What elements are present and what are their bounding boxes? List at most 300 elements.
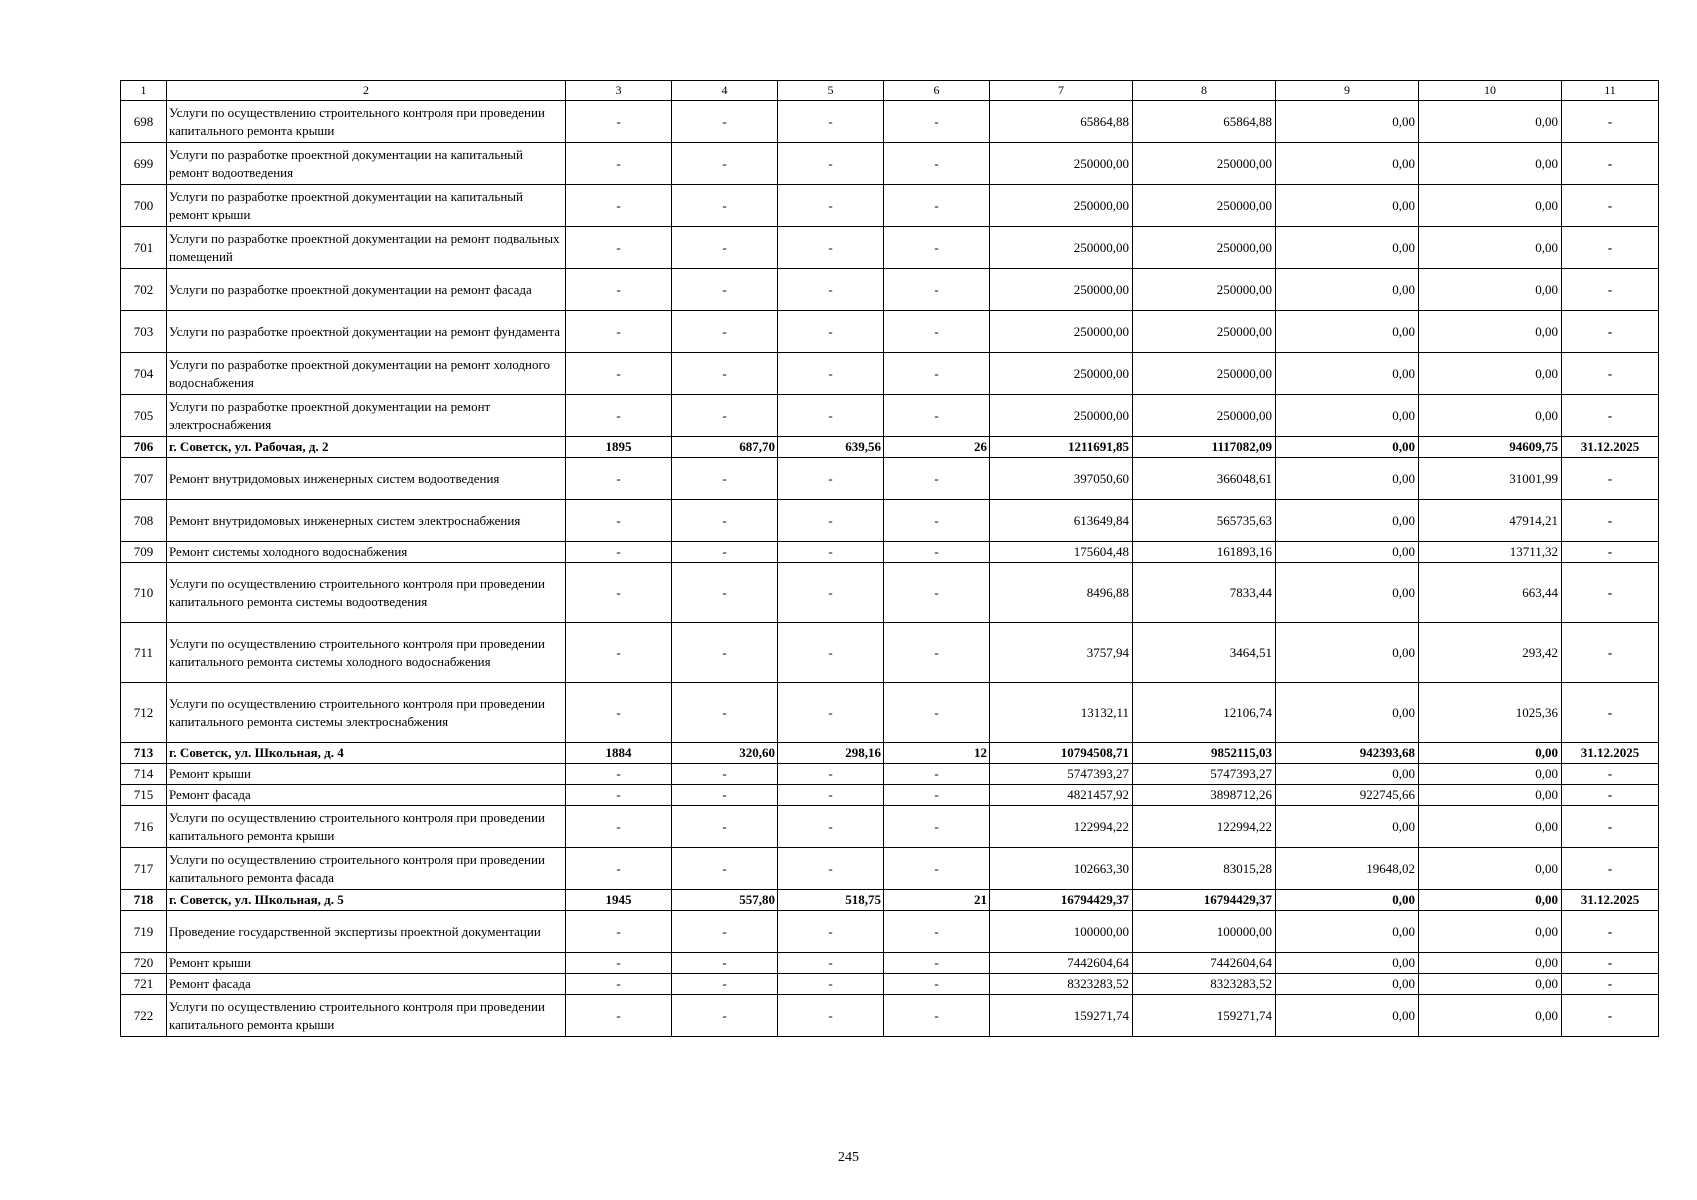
col4-cell: - [672, 806, 778, 848]
col5-cell: - [778, 785, 884, 806]
col8-value-cell: 3464,51 [1133, 623, 1276, 683]
col4-cell: - [672, 764, 778, 785]
table-row [121, 848, 1659, 890]
header-cell-6: 6 [884, 81, 990, 101]
col7-value-cell: 397050,60 [990, 458, 1133, 500]
col9-value-cell: 0,00 [1276, 764, 1419, 785]
col3-cell: - [566, 911, 672, 953]
col7-value-cell: 250000,00 [990, 143, 1133, 185]
col6-cell: - [884, 785, 990, 806]
col8-value-cell: 100000,00 [1133, 911, 1276, 953]
col4-cell: - [672, 995, 778, 1037]
work-name-cell: Услуги по разработке проектной документации на ремонт электроснабжения [167, 395, 566, 437]
row-number-cell: 710 [121, 563, 167, 623]
table-row [121, 395, 1659, 437]
col7-value-cell: 10794508,71 [990, 743, 1133, 764]
work-name-cell: Услуги по разработке проектной документации на ремонт фасада [167, 269, 566, 311]
col9-value-cell: 0,00 [1276, 563, 1419, 623]
col11-cell: - [1562, 311, 1659, 353]
col9-value-cell: 0,00 [1276, 806, 1419, 848]
col7-value-cell: 100000,00 [990, 911, 1133, 953]
work-name-cell: Услуги по разработке проектной документации на ремонт фундамента [167, 311, 566, 353]
col3-cell: - [566, 623, 672, 683]
col6-cell: - [884, 974, 990, 995]
col9-value-cell: 19648,02 [1276, 848, 1419, 890]
row-number-cell: 709 [121, 542, 167, 563]
col10-value-cell: 94609,75 [1419, 437, 1562, 458]
work-name-cell: Ремонт фасада [167, 974, 566, 995]
col6-cell: - [884, 623, 990, 683]
col3-cell: - [566, 269, 672, 311]
col9-value-cell: 0,00 [1276, 995, 1419, 1037]
row-number-cell: 715 [121, 785, 167, 806]
work-name-cell: Услуги по осуществлению строительного контроля при проведении капитального ремонта системы электроснабжения [167, 683, 566, 743]
col6-cell: - [884, 995, 990, 1037]
col6-cell: - [884, 353, 990, 395]
col3-cell: - [566, 806, 672, 848]
col8-value-cell: 250000,00 [1133, 227, 1276, 269]
row-number-cell: 706 [121, 437, 167, 458]
col4-cell: - [672, 563, 778, 623]
col10-value-cell: 0,00 [1419, 848, 1562, 890]
col6-cell: - [884, 953, 990, 974]
col5-cell: - [778, 563, 884, 623]
work-name-cell: Услуги по осуществлению строительного контроля при проведении капитального ремонта фасада [167, 848, 566, 890]
col4-cell: 320,60 [672, 743, 778, 764]
col5-cell: - [778, 764, 884, 785]
col10-value-cell: 31001,99 [1419, 458, 1562, 500]
table-row [121, 953, 1659, 974]
work-name-cell: Ремонт системы холодного водоснабжения [167, 542, 566, 563]
col10-value-cell: 663,44 [1419, 563, 1562, 623]
col5-cell: - [778, 227, 884, 269]
col11-cell: - [1562, 563, 1659, 623]
table-row [121, 563, 1659, 623]
col8-value-cell: 250000,00 [1133, 395, 1276, 437]
table-row [121, 995, 1659, 1037]
col5-cell: - [778, 458, 884, 500]
col11-cell: - [1562, 458, 1659, 500]
col3-cell: 1895 [566, 437, 672, 458]
col7-value-cell: 65864,88 [990, 101, 1133, 143]
col7-value-cell: 4821457,92 [990, 785, 1133, 806]
col7-value-cell: 3757,94 [990, 623, 1133, 683]
row-number-cell: 703 [121, 311, 167, 353]
col9-value-cell: 0,00 [1276, 911, 1419, 953]
work-name-cell: Услуги по разработке проектной документации на капитальный ремонт крыши [167, 185, 566, 227]
row-number-cell: 701 [121, 227, 167, 269]
col5-cell: 518,75 [778, 890, 884, 911]
col8-value-cell: 7833,44 [1133, 563, 1276, 623]
col4-cell: - [672, 143, 778, 185]
col10-value-cell: 0,00 [1419, 269, 1562, 311]
table-row [121, 143, 1659, 185]
col11-cell: - [1562, 995, 1659, 1037]
col5-cell: - [778, 974, 884, 995]
col11-cell: - [1562, 395, 1659, 437]
col4-cell: - [672, 974, 778, 995]
header-cell-7: 7 [990, 81, 1133, 101]
header-cell-8: 8 [1133, 81, 1276, 101]
col6-cell: - [884, 185, 990, 227]
col5-cell: - [778, 185, 884, 227]
col9-value-cell: 0,00 [1276, 974, 1419, 995]
col8-value-cell: 8323283,52 [1133, 974, 1276, 995]
col11-cell: - [1562, 269, 1659, 311]
col11-cell: - [1562, 785, 1659, 806]
col3-cell: - [566, 974, 672, 995]
work-name-cell: г. Советск, ул. Школьная, д. 4 [167, 743, 566, 764]
col7-value-cell: 159271,74 [990, 995, 1133, 1037]
col10-value-cell: 0,00 [1419, 764, 1562, 785]
table-row [121, 974, 1659, 995]
col8-value-cell: 250000,00 [1133, 185, 1276, 227]
work-name-cell: Ремонт крыши [167, 764, 566, 785]
work-name-cell: Услуги по разработке проектной документации на капитальный ремонт водоотведения [167, 143, 566, 185]
col9-value-cell: 0,00 [1276, 458, 1419, 500]
col10-value-cell: 0,00 [1419, 143, 1562, 185]
col5-cell: - [778, 395, 884, 437]
col10-value-cell: 0,00 [1419, 395, 1562, 437]
col11-cell: - [1562, 353, 1659, 395]
row-number-cell: 714 [121, 764, 167, 785]
col6-cell: - [884, 563, 990, 623]
col4-cell: - [672, 542, 778, 563]
col4-cell: - [672, 683, 778, 743]
row-number-cell: 719 [121, 911, 167, 953]
col3-cell: - [566, 185, 672, 227]
col5-cell: - [778, 911, 884, 953]
col9-value-cell: 0,00 [1276, 500, 1419, 542]
col9-value-cell: 0,00 [1276, 269, 1419, 311]
col3-cell: - [566, 848, 672, 890]
row-number-cell: 722 [121, 995, 167, 1037]
page-number: 245 [838, 1150, 859, 1165]
col9-value-cell: 0,00 [1276, 890, 1419, 911]
col6-cell: - [884, 101, 990, 143]
work-name-cell: Услуги по разработке проектной документации на ремонт холодного водоснабжения [167, 353, 566, 395]
header-cell-5: 5 [778, 81, 884, 101]
table-row [121, 311, 1659, 353]
col6-cell: 12 [884, 743, 990, 764]
document-table [120, 80, 1659, 1037]
col10-value-cell: 0,00 [1419, 806, 1562, 848]
col5-cell: - [778, 101, 884, 143]
row-number-cell: 704 [121, 353, 167, 395]
col5-cell: - [778, 311, 884, 353]
col4-cell: 687,70 [672, 437, 778, 458]
col7-value-cell: 8323283,52 [990, 974, 1133, 995]
col6-cell: - [884, 542, 990, 563]
col10-value-cell: 0,00 [1419, 785, 1562, 806]
col8-value-cell: 7442604,64 [1133, 953, 1276, 974]
col7-value-cell: 613649,84 [990, 500, 1133, 542]
col6-cell: - [884, 806, 990, 848]
col9-value-cell: 0,00 [1276, 953, 1419, 974]
col5-cell: - [778, 953, 884, 974]
col10-value-cell: 0,00 [1419, 311, 1562, 353]
table-row [121, 683, 1659, 743]
col5-cell: - [778, 542, 884, 563]
col10-value-cell: 0,00 [1419, 911, 1562, 953]
col3-cell: - [566, 143, 672, 185]
col10-value-cell: 0,00 [1419, 185, 1562, 227]
col9-value-cell: 0,00 [1276, 683, 1419, 743]
col11-cell: 31.12.2025 [1562, 437, 1659, 458]
col11-cell: - [1562, 143, 1659, 185]
col3-cell: - [566, 953, 672, 974]
row-number-cell: 720 [121, 953, 167, 974]
col8-value-cell: 122994,22 [1133, 806, 1276, 848]
col4-cell: - [672, 911, 778, 953]
col9-value-cell: 0,00 [1276, 437, 1419, 458]
table-row [121, 458, 1659, 500]
col6-cell: - [884, 500, 990, 542]
col10-value-cell: 0,00 [1419, 101, 1562, 143]
row-number-cell: 721 [121, 974, 167, 995]
work-name-cell: Ремонт крыши [167, 953, 566, 974]
col10-value-cell: 0,00 [1419, 890, 1562, 911]
row-number-cell: 702 [121, 269, 167, 311]
col4-cell: - [672, 269, 778, 311]
col5-cell: 639,56 [778, 437, 884, 458]
col4-cell: - [672, 311, 778, 353]
col3-cell: - [566, 458, 672, 500]
col4-cell: - [672, 395, 778, 437]
col8-value-cell: 83015,28 [1133, 848, 1276, 890]
col7-value-cell: 250000,00 [990, 395, 1133, 437]
table-row [121, 227, 1659, 269]
col11-cell: - [1562, 227, 1659, 269]
col11-cell: - [1562, 623, 1659, 683]
work-name-cell: Ремонт внутридомовых инженерных систем электроснабжения [167, 500, 566, 542]
col8-value-cell: 161893,16 [1133, 542, 1276, 563]
row-number-cell: 708 [121, 500, 167, 542]
col11-cell: 31.12.2025 [1562, 890, 1659, 911]
header-cell-9: 9 [1276, 81, 1419, 101]
col3-cell: - [566, 311, 672, 353]
col8-value-cell: 65864,88 [1133, 101, 1276, 143]
col8-value-cell: 250000,00 [1133, 143, 1276, 185]
col11-cell: - [1562, 806, 1659, 848]
col5-cell: - [778, 683, 884, 743]
col11-cell: - [1562, 911, 1659, 953]
table-row [121, 101, 1659, 143]
col8-value-cell: 565735,63 [1133, 500, 1276, 542]
row-number-cell: 712 [121, 683, 167, 743]
col7-value-cell: 16794429,37 [990, 890, 1133, 911]
col4-cell: - [672, 227, 778, 269]
table-row [121, 764, 1659, 785]
col4-cell: - [672, 848, 778, 890]
table-row [121, 785, 1659, 806]
col6-cell: - [884, 269, 990, 311]
table-row [121, 623, 1659, 683]
col5-cell: - [778, 806, 884, 848]
col7-value-cell: 1211691,85 [990, 437, 1133, 458]
col7-value-cell: 250000,00 [990, 269, 1133, 311]
row-number-cell: 698 [121, 101, 167, 143]
col7-value-cell: 8496,88 [990, 563, 1133, 623]
col9-value-cell: 0,00 [1276, 311, 1419, 353]
row-number-cell: 711 [121, 623, 167, 683]
col3-cell: - [566, 683, 672, 743]
col4-cell: 557,80 [672, 890, 778, 911]
work-name-cell: г. Советск, ул. Школьная, д. 5 [167, 890, 566, 911]
work-name-cell: Услуги по разработке проектной документации на ремонт подвальных помещений [167, 227, 566, 269]
col8-value-cell: 5747393,27 [1133, 764, 1276, 785]
row-number-cell: 718 [121, 890, 167, 911]
work-name-cell: г. Советск, ул. Рабочая, д. 2 [167, 437, 566, 458]
row-number-cell: 716 [121, 806, 167, 848]
col11-cell: - [1562, 185, 1659, 227]
col5-cell: - [778, 353, 884, 395]
table-row [121, 353, 1659, 395]
col8-value-cell: 250000,00 [1133, 269, 1276, 311]
col9-value-cell: 0,00 [1276, 227, 1419, 269]
table-row [121, 911, 1659, 953]
col9-value-cell: 0,00 [1276, 353, 1419, 395]
work-name-cell: Услуги по осуществлению строительного контроля при проведении капитального ремонта системы холодного водоснабжения [167, 623, 566, 683]
col10-value-cell: 0,00 [1419, 743, 1562, 764]
header-cell-11: 11 [1562, 81, 1659, 101]
work-name-cell: Услуги по осуществлению строительного контроля при проведении капитального ремонта крыши [167, 101, 566, 143]
col6-cell: - [884, 227, 990, 269]
header-cell-2: 2 [167, 81, 566, 101]
col11-cell: - [1562, 974, 1659, 995]
col4-cell: - [672, 500, 778, 542]
col6-cell: 21 [884, 890, 990, 911]
row-number-cell: 713 [121, 743, 167, 764]
col3-cell: - [566, 764, 672, 785]
col8-value-cell: 250000,00 [1133, 353, 1276, 395]
col3-cell: 1884 [566, 743, 672, 764]
address-row [121, 437, 1659, 458]
col3-cell: - [566, 353, 672, 395]
col4-cell: - [672, 458, 778, 500]
col5-cell: - [778, 623, 884, 683]
col3-cell: 1945 [566, 890, 672, 911]
row-number-cell: 700 [121, 185, 167, 227]
col9-value-cell: 0,00 [1276, 185, 1419, 227]
col6-cell: - [884, 764, 990, 785]
row-number-cell: 705 [121, 395, 167, 437]
header-cell-10: 10 [1419, 81, 1562, 101]
col8-value-cell: 250000,00 [1133, 311, 1276, 353]
col7-value-cell: 122994,22 [990, 806, 1133, 848]
col10-value-cell: 47914,21 [1419, 500, 1562, 542]
row-number-cell: 699 [121, 143, 167, 185]
col4-cell: - [672, 353, 778, 395]
col7-value-cell: 7442604,64 [990, 953, 1133, 974]
header-cell-4: 4 [672, 81, 778, 101]
table-row [121, 185, 1659, 227]
col5-cell: - [778, 269, 884, 311]
col7-value-cell: 175604,48 [990, 542, 1133, 563]
work-name-cell: Ремонт внутридомовых инженерных систем водоотведения [167, 458, 566, 500]
col10-value-cell: 0,00 [1419, 995, 1562, 1037]
col9-value-cell: 0,00 [1276, 143, 1419, 185]
col10-value-cell: 0,00 [1419, 227, 1562, 269]
work-name-cell: Ремонт фасада [167, 785, 566, 806]
col9-value-cell: 922745,66 [1276, 785, 1419, 806]
col7-value-cell: 250000,00 [990, 311, 1133, 353]
col7-value-cell: 5747393,27 [990, 764, 1133, 785]
table-body [121, 81, 1659, 1037]
col11-cell: 31.12.2025 [1562, 743, 1659, 764]
work-name-cell: Услуги по осуществлению строительного контроля при проведении капитального ремонта крыши [167, 806, 566, 848]
work-name-cell: Проведение государственной экспертизы проектной документации [167, 911, 566, 953]
col6-cell: - [884, 911, 990, 953]
col9-value-cell: 0,00 [1276, 101, 1419, 143]
header-cell-1: 1 [121, 81, 167, 101]
col6-cell: - [884, 848, 990, 890]
col9-value-cell: 0,00 [1276, 395, 1419, 437]
row-number-cell: 717 [121, 848, 167, 890]
col6-cell: - [884, 458, 990, 500]
col7-value-cell: 250000,00 [990, 185, 1133, 227]
col4-cell: - [672, 623, 778, 683]
table-row [121, 500, 1659, 542]
col8-value-cell: 3898712,26 [1133, 785, 1276, 806]
col11-cell: - [1562, 953, 1659, 974]
col6-cell: - [884, 311, 990, 353]
col11-cell: - [1562, 542, 1659, 563]
col8-value-cell: 12106,74 [1133, 683, 1276, 743]
table-row [121, 806, 1659, 848]
table-row [121, 269, 1659, 311]
col11-cell: - [1562, 101, 1659, 143]
table-row [121, 542, 1659, 563]
header-cell-3: 3 [566, 81, 672, 101]
col9-value-cell: 0,00 [1276, 623, 1419, 683]
col4-cell: - [672, 785, 778, 806]
col4-cell: - [672, 101, 778, 143]
col4-cell: - [672, 953, 778, 974]
col5-cell: - [778, 500, 884, 542]
row-number-cell: 707 [121, 458, 167, 500]
col11-cell: - [1562, 848, 1659, 890]
col3-cell: - [566, 500, 672, 542]
col8-value-cell: 159271,74 [1133, 995, 1276, 1037]
work-name-cell: Услуги по осуществлению строительного контроля при проведении капитального ремонта системы водоотведения [167, 563, 566, 623]
col5-cell: - [778, 848, 884, 890]
col6-cell: - [884, 395, 990, 437]
col8-value-cell: 16794429,37 [1133, 890, 1276, 911]
col3-cell: - [566, 101, 672, 143]
col3-cell: - [566, 785, 672, 806]
col4-cell: - [672, 185, 778, 227]
col10-value-cell: 293,42 [1419, 623, 1562, 683]
col3-cell: - [566, 563, 672, 623]
col3-cell: - [566, 542, 672, 563]
col10-value-cell: 13711,32 [1419, 542, 1562, 563]
col9-value-cell: 942393,68 [1276, 743, 1419, 764]
col7-value-cell: 13132,11 [990, 683, 1133, 743]
col8-value-cell: 366048,61 [1133, 458, 1276, 500]
col10-value-cell: 0,00 [1419, 353, 1562, 395]
col7-value-cell: 250000,00 [990, 353, 1133, 395]
col5-cell: - [778, 143, 884, 185]
col7-value-cell: 102663,30 [990, 848, 1133, 890]
col3-cell: - [566, 995, 672, 1037]
col10-value-cell: 1025,36 [1419, 683, 1562, 743]
col5-cell: - [778, 995, 884, 1037]
table-header-row [121, 81, 1659, 101]
col11-cell: - [1562, 764, 1659, 785]
col3-cell: - [566, 227, 672, 269]
col9-value-cell: 0,00 [1276, 542, 1419, 563]
